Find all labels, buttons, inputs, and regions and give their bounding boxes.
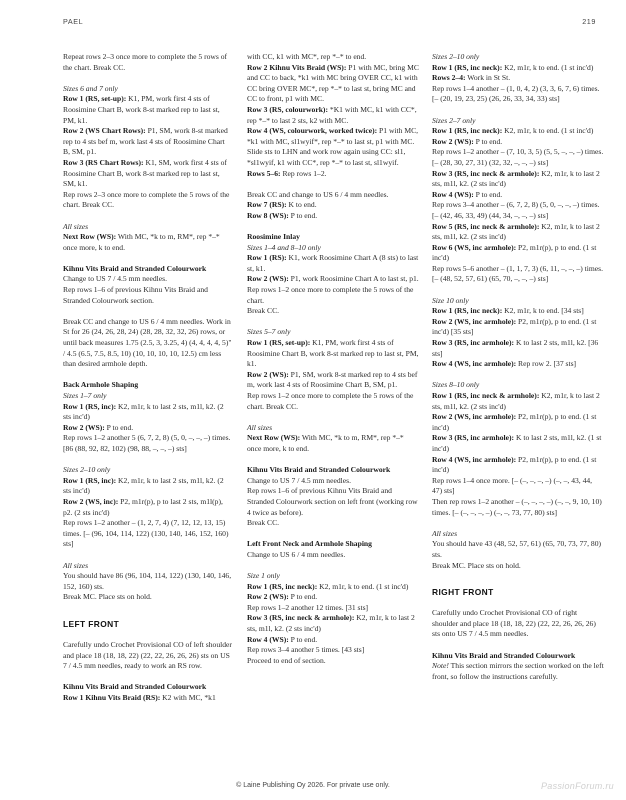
instruction-paragraph: Rep rows 1–4 another – (1, 0, 4, 2) (3, 3, 6, 7, 6) times. [– (20, 19, 23, 25) (26, 26, 33, 34, 33) sts] (432, 83, 600, 104)
instruction-paragraph: You should have 43 (48, 52, 57, 61) (65, 70, 73, 77, 80) sts. (432, 539, 602, 559)
instruction-paragraph: Carefully undo Crochet Provisional CO of left shoulder and place 18 (18, 18, 22) (22, 22, 26, 26, 26) sts on US 7 / 4.5 mm needles, ready to work an RS row. (63, 640, 232, 671)
row-text: K2, m1r, k to last 2 sts, m1l, k2. (2 sts inc'd) (432, 168, 600, 189)
row-label: Row 2 (WS Chart Rows): (63, 126, 146, 136)
instruction-paragraph (432, 63, 604, 74)
row-text: Rep rows 1–2. (280, 168, 327, 178)
row-text: Rep row 2. [37 sts] (516, 359, 577, 369)
instruction-paragraph (247, 126, 419, 168)
instruction-paragraph (432, 73, 604, 84)
instruction-paragraph: Proceed to end of section. (247, 655, 326, 665)
size-label: All sizes (247, 422, 273, 432)
note-lead: Note! (432, 661, 449, 671)
instruction-paragraph: Rep rows 5–6 another – (1, 1, 7, 3) (6, 11, –, –, –) times. [– (48, 52, 57, 61) (65, 70, –, –, –) sts] (432, 263, 603, 284)
row-text: K2, m1r, k to last 2 sts, m1l, k2. (2 sts inc'd) (432, 221, 600, 242)
section-heading: Kihnu Vits Braid and Stranded Colourwork (432, 650, 576, 660)
row-label: Row 2 Kihnu Vits Braid (WS): (247, 62, 347, 72)
row-label: Row 5 (RS, inc neck & armhole): (432, 221, 540, 231)
instruction-paragraph: Rep rows 3–4 another 5 times. [43 sts] (247, 645, 365, 655)
instruction-paragraph (432, 455, 604, 476)
row-label: Row 4 (WS, colourwork, worked twice): (247, 126, 378, 136)
instruction-paragraph (432, 317, 604, 338)
row-text: K2, m1r, k to last 2 sts, m1l, k2. (2 sts inc'd) (432, 391, 600, 411)
instruction-paragraph: Break CC and change to US 6 / 4 mm needles. (247, 189, 389, 199)
row-text: *K1 with MC, k1 with CC*, rep *–* to last 2 sts, k2 with MC. (247, 104, 417, 125)
row-text: K1, SM, work first 4 sts of Roosimine Chart B, work 8-st marked rep to last st, SM, k1. (63, 157, 227, 189)
row-text: P to end. (473, 136, 503, 146)
instruction-paragraph: Rep rows 1–4 once more. [– (–, –, –, –) (–, –, 43, 44, 47) sts] (432, 475, 593, 496)
row-label: Row 4 (WS, inc armhole): (432, 454, 517, 464)
row-label: Rows 2–4: (432, 73, 466, 83)
row-text: P1, work Roosimine Chart A to last st, p1. (288, 274, 419, 284)
row-text: K2, m1r, k to last 2 sts, m1l, k2. (2 sts inc'd) (63, 475, 224, 496)
row-text: P2, m1r(p), p to end. (1 st inc'd) (432, 454, 597, 475)
instruction-paragraph (247, 105, 419, 126)
row-text: P to end. (288, 210, 318, 220)
size-label: All sizes (63, 221, 89, 231)
row-text: P to end. (288, 634, 318, 644)
instruction-paragraph: Rep rows 1–2 another 12 times. [31 sts] (247, 602, 369, 612)
row-label: Row 1 (RS, inc neck): (432, 306, 503, 316)
row-text: P1, SM, work 8-st marked rep to 4 sts bef m, work last 4 sts of Roosimine Chart B, SM, p1. (63, 126, 228, 157)
column-left (63, 52, 233, 704)
instruction-paragraph: Break MC. Place sts on hold. (432, 560, 521, 570)
row-label: Row 1 (RS, inc neck & armhole): (432, 391, 540, 400)
instruction-paragraph (63, 126, 233, 158)
part-heading: LEFT FRONT (63, 618, 120, 629)
instruction-paragraph (432, 190, 604, 201)
row-label: Next Row (WS): (247, 433, 301, 443)
row-text: P1 with MC, bring MC and CC to back, *k1 with MC bring OVER CC, k1 with CC bring OVER MC*, rep *–* to last st, bring MC and CC to front, p1 with MC. (247, 62, 419, 104)
row-label: Row 2 (WS, inc): (63, 496, 119, 506)
instruction-paragraph: Rep rows 1–2 another 5 (6, 7, 2, 8) (5, 0, –, –, –) times. [86 (88, 92, 82, 102) (98, 88, –, –, –) sts] (63, 433, 231, 453)
instruction-paragraph (432, 306, 604, 317)
row-label: Row 1 (RS, inc): (63, 401, 117, 411)
row-text: P1 with MC, *k1 with MC, sl1wyif*, rep *–* to last st, p1 with MC. Slide sts to LHN and work row again using CC: sl1, *sl1wyif, k1 with CC*, rep *–* to last st, sl1wyif. (247, 126, 419, 167)
row-text: P2, m1r(p), p to last 2 sts, m1l(p), p2. (2 sts inc'd) (63, 496, 223, 517)
instruction-paragraph: Rep rows 3–4 another – (6, 7, 2, 8) (5, 0, –, –, –) times. [– (42, 46, 33, 49) (44, 34, –, –, –) sts] (432, 200, 600, 220)
row-label: Row 3 (RS, inc neck & armhole): (432, 168, 540, 178)
instruction-paragraph (432, 661, 604, 682)
row-label: Row 2 (WS): (247, 369, 289, 379)
instruction-paragraph (63, 158, 233, 190)
instruction-paragraph: Rep rows 1–2 another – (7, 10, 3, 5) (5, 5, –, –, –) times. [– (28, 30, 27, 31) (32, 32, –, –, –) sts] (432, 147, 604, 167)
row-text: With MC, *k to m, RM*, rep *–* once more, k to end. (247, 433, 404, 453)
row-label: Row 3 (RS Chart Rows): (63, 157, 144, 167)
row-label: Next Row (WS): (63, 232, 117, 242)
size-label: Sizes 1–4 and 8–10 only (247, 242, 321, 252)
instruction-paragraph: Rep rows 1–2 once more to complete the 5 rows of the chart. Break CC. (247, 391, 414, 411)
row-label: Row 2 (WS): (432, 136, 474, 146)
row-text: With MC, *k to m, RM*, rep *–* once more, k to end. (63, 232, 220, 252)
instruction-paragraph (63, 497, 233, 518)
row-label: Row 2 (WS, inc armhole): (432, 412, 517, 422)
row-label: Row 2 (WS, inc armhole): (432, 316, 517, 326)
row-text: K1, PM, work first 4 sts of Roosimine Chart B, work 8-st marked rep to last st, PM, k1. (63, 94, 220, 125)
row-label: Row 1 (RS, set-up): (63, 94, 127, 104)
instruction-paragraph (247, 169, 419, 180)
row-text: P1, SM, work 8-st marked rep to 4 sts bef m, work last 4 sts of Roosimine Chart B, SM, p1. (247, 369, 418, 390)
instruction-paragraph: You should have 86 (96, 104, 114, 122) (130, 140, 146, 152, 160) sts. (63, 571, 232, 591)
section-heading: Kihnu Vits Braid and Stranded Colourwork (63, 263, 207, 273)
size-label: Sizes 2–7 only (432, 115, 476, 125)
instruction-paragraph (63, 476, 233, 497)
row-text: K2 with MC, *k1 (160, 693, 216, 703)
size-label: All sizes (432, 528, 458, 538)
row-text: K to end. (286, 200, 317, 210)
size-label: Sizes 6 and 7 only (63, 83, 118, 93)
row-label: Row 4 (WS): (247, 634, 289, 644)
instruction-paragraph (432, 169, 604, 190)
instruction-paragraph (432, 359, 604, 370)
row-label: Row 1 (RS, inc neck): (432, 126, 503, 136)
instruction-paragraph: Break CC and change to US 6 / 4 mm needles. Work in St for 26 (24, 26, 28, 24) (28, 28, 32, 32, 26) rows, or until back measures 1.75 (2.5, 3, 3.25, 4) (4, 4, 4, 4, 5)" / 4.5 (6.5, 7.5, 8.5, 10) (10, 10, 10, 10, 12.5) cm less than desired armhole depth. (63, 316, 232, 369)
size-label: Size 1 only (247, 571, 280, 581)
row-label: Row 3 (RS, inc neck & armhole): (247, 613, 355, 623)
instruction-paragraph (432, 391, 604, 412)
copyright-footer: © Laine Publishing Oy 2026. For private use only. (236, 782, 390, 789)
row-text: K2, m1r, k to last 2 sts, m1l, k2. (2 sts inc'd) (63, 401, 224, 422)
row-label: Row 1 (RS, set-up): (247, 338, 311, 348)
instruction-paragraph (247, 338, 419, 370)
row-text: P2, m1r(p), p to end. (1 st inc'd) (432, 242, 597, 263)
instruction-paragraph: Carefully undo Crochet Provisional CO of right shoulder and place 18 (18, 18, 22) (22, 22, 26, 26, 26) sts onto US 7 / 4.5 mm needles. (432, 608, 596, 639)
size-label: Sizes 5–7 only (247, 327, 291, 337)
instruction-paragraph (247, 253, 419, 274)
row-text: K2, m1r, k to end. (1 st inc'd) (502, 62, 594, 72)
row-text: K to last 2 sts, m1l, k2. [36 sts] (432, 338, 599, 358)
section-heading: Kihnu Vits Braid and Stranded Colourwork (247, 465, 391, 475)
size-label: Sizes 2–10 only (432, 52, 480, 61)
instruction-paragraph: Then rep rows 1–2 another – (–, –, –, –) (–, –, 9, 10, 10) times. [– (–, –, –, –) (–, –, 73, 77, 80) sts] (432, 496, 602, 517)
instruction-paragraph: Rep rows 1–2 once more to complete the 5 rows of the chart. (247, 285, 414, 305)
instruction-paragraph (247, 613, 419, 634)
row-text: P to end. (473, 189, 503, 199)
instruction-paragraph (63, 232, 233, 253)
section-heading: Kihnu Vits Braid and Stranded Colourwork (63, 682, 207, 692)
size-label: All sizes (63, 560, 89, 570)
row-text: K1, work Roosimine Chart A (8 sts) to last st, k1. (247, 253, 419, 273)
running-header: PAEL (63, 17, 84, 26)
row-label: Row 1 Kihnu Vits Braid (RS): (63, 693, 161, 703)
row-label: Row 4 (WS): (432, 189, 474, 199)
row-label: Row 4 (WS, inc armhole): (432, 359, 517, 369)
row-text: K2, m1r, k to end. [34 sts] (502, 306, 584, 316)
row-text: P2, m1r(p), p to end. (1 st inc'd) [35 sts] (432, 316, 597, 337)
row-label: Row 8 (WS): (247, 210, 289, 220)
row-label: Row 1 (RS, inc): (63, 475, 117, 485)
instruction-paragraph: Rep rows 2–3 once more to complete the 5 rows of the chart. Break CC. (63, 189, 230, 210)
section-heading: Back Armhole Shaping (63, 380, 139, 390)
size-label: Size 10 only (432, 295, 469, 305)
part-heading: RIGHT FRONT (432, 587, 494, 598)
instruction-paragraph (247, 433, 419, 454)
size-label: Sizes 8–10 only (432, 380, 480, 390)
instruction-paragraph (247, 370, 419, 391)
instruction-paragraph: Repeat rows 2–3 once more to complete the 5 rows of the chart. Break CC. (63, 52, 228, 72)
instruction-paragraph (63, 402, 233, 423)
size-label: Sizes 1–7 only (63, 391, 107, 400)
row-text: K2, m1r, k to end. (1 st inc'd) (502, 126, 594, 136)
instruction-paragraph: Change to US 7 / 4.5 mm needles. (247, 475, 351, 485)
instruction-paragraph (63, 423, 233, 434)
instruction-paragraph (247, 200, 419, 211)
row-label: Row 3 (RS, inc armhole): (432, 433, 515, 443)
row-label: Row 3 (RS, colourwork): (247, 104, 328, 114)
instruction-paragraph: with CC, k1 with MC*, rep *–* to end. (247, 52, 367, 61)
instruction-paragraph: Change to US 7 / 4.5 mm needles. (63, 274, 167, 284)
row-text: P to end. (288, 592, 318, 602)
instruction-paragraph (247, 63, 419, 105)
row-text: K2, m1r, k to last 2 sts, m1l, k2. (2 sts inc'd) (247, 613, 415, 634)
page-number: 219 (582, 17, 596, 26)
row-label: Row 7 (RS): (247, 200, 287, 210)
instruction-paragraph (247, 582, 419, 593)
instruction-paragraph (247, 635, 419, 646)
instruction-paragraph: Rep rows 1–6 of previous Kihnu Vits Braid and Stranded Colourwork section on left front (working row 4 twice as before). (247, 486, 418, 517)
instruction-paragraph (63, 94, 233, 126)
instruction-paragraph (432, 243, 604, 264)
instruction-paragraph (432, 433, 604, 454)
row-label: Row 2 (WS): (247, 592, 289, 602)
row-text: K to last 2 sts, m1l, k2. (1 st inc'd) (432, 433, 602, 453)
row-label: Row 2 (WS): (63, 422, 105, 432)
row-text: K2, m1r, k to end. (1 st inc'd) (317, 581, 409, 591)
watermark: PassionForum.ru (540, 781, 614, 791)
instruction-paragraph: Rep rows 1–6 of previous Kihnu Vits Braid and Stranded Colourwork section. (63, 285, 208, 305)
section-heading: Left Front Neck and Armhole Shaping (247, 539, 372, 549)
instruction-paragraph: Break CC. (247, 518, 280, 528)
instruction-paragraph: Change to US 6 / 4 mm needles. (247, 549, 346, 559)
instruction-paragraph (63, 693, 233, 704)
row-text: K1, PM, work first 4 sts of Roosimine Chart B, work 8-st marked rep to last st, PM, k1. (247, 338, 419, 369)
instruction-paragraph (432, 222, 604, 243)
instruction-paragraph (247, 211, 419, 222)
row-label: Row 3 (RS, inc armhole): (432, 338, 515, 348)
instruction-paragraph: Rep rows 1–2 another – (1, 2, 7, 4) (7, 12, 12, 13, 15) times. [– (96, 104, 114, 122) (130, 140, 146, 152, 160) sts] (63, 518, 229, 549)
column-right (432, 52, 604, 682)
instruction-paragraph (247, 274, 419, 285)
instruction-paragraph (247, 592, 419, 603)
row-label: Row 1 (RS, inc neck): (432, 62, 503, 72)
row-text: P to end. (104, 422, 134, 432)
instruction-paragraph: Break CC. (247, 306, 280, 316)
size-label: Sizes 2–10 only (63, 465, 111, 475)
row-label: Row 2 (WS): (247, 274, 289, 284)
instruction-paragraph: Break MC. Place sts on hold. (63, 592, 152, 602)
instruction-paragraph (432, 137, 604, 148)
instruction-paragraph (432, 126, 604, 137)
row-label: Row 6 (WS, inc armhole): (432, 242, 517, 252)
row-label: Rows 5–6: (247, 168, 281, 178)
row-label: Row 1 (RS, inc neck): (247, 581, 318, 591)
instruction-paragraph (432, 412, 604, 433)
row-label: Row 1 (RS): (247, 253, 287, 263)
row-text: Work in St St. (465, 73, 511, 83)
row-text: P2, m1r(p), p to end. (1 st inc'd) (432, 412, 597, 432)
instruction-paragraph (432, 338, 604, 359)
note-text: This section mirrors the section worked on the left front, so follow the instructions carefully. (432, 661, 604, 681)
column-middle (247, 52, 419, 666)
section-heading: Roosimine Inlay (247, 232, 300, 242)
